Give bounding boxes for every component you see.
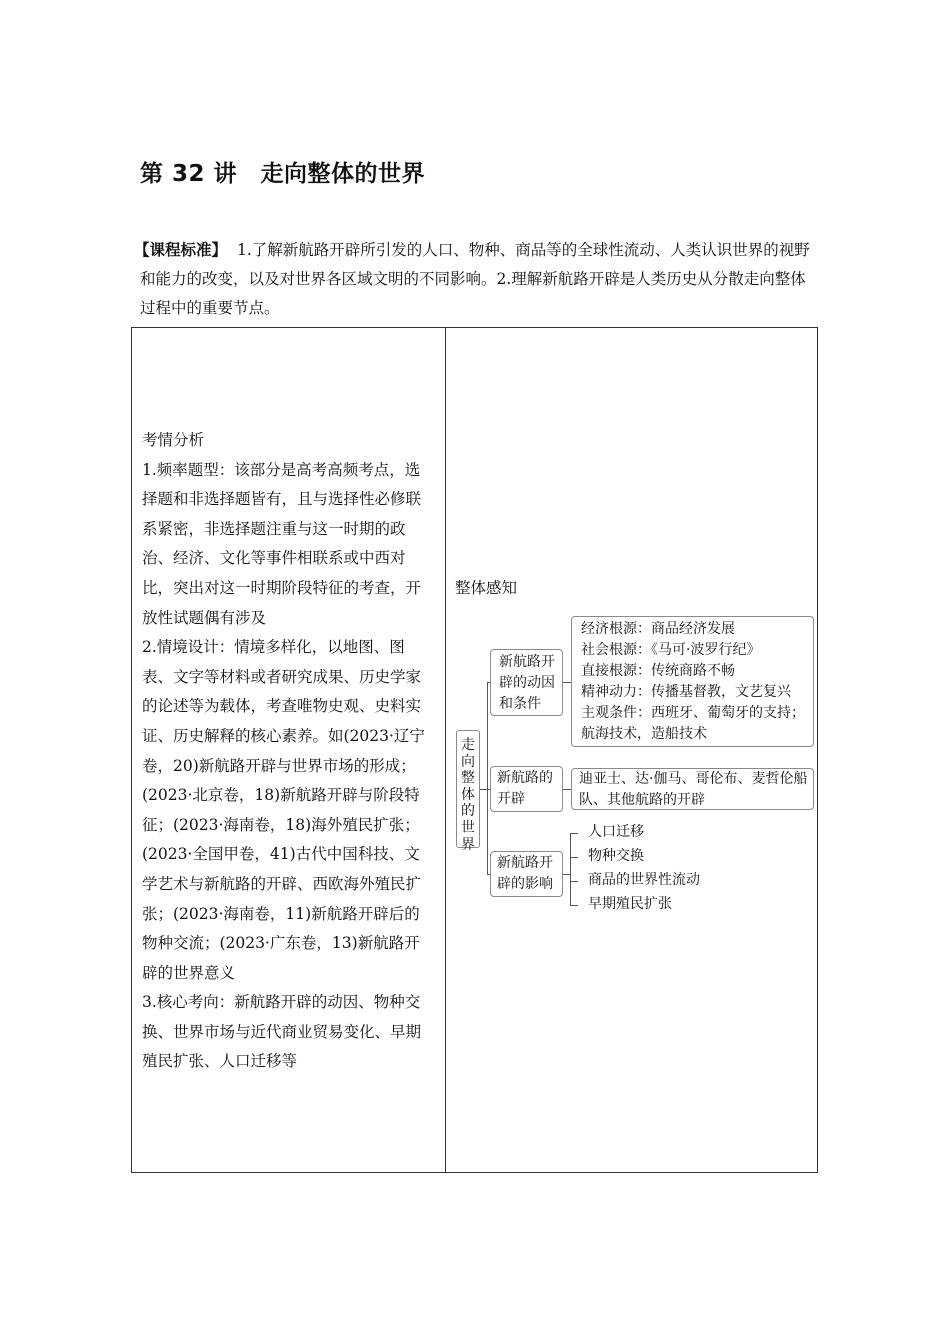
root-char: 向 [461, 753, 475, 770]
connector-line [563, 682, 571, 683]
causes-item: 社会根源：《马可·波罗行纪》 [581, 642, 761, 658]
connector-line [487, 682, 488, 875]
analysis-core-direction: 3.核心考向：新航路开辟的动因、物种交换、世界市场与近代商业贸易变化、早期殖民扩张、人口迁移等 [142, 993, 422, 1071]
impact-item: 物种交换 [588, 848, 644, 864]
curriculum-standard [134, 236, 815, 323]
root-char: 界 [461, 836, 475, 853]
root-char: 走 [461, 737, 475, 753]
root-char: 整 [461, 770, 475, 787]
curriculum-standard-label: 【课程标准】 [134, 241, 228, 259]
causes-detail [571, 616, 814, 747]
root-char: 的 [461, 803, 475, 820]
column-divider [445, 328, 446, 1172]
branch-causes-label: 新航路开辟的动因和条件 [499, 654, 555, 712]
content-table [131, 327, 818, 1173]
branch-causes [490, 649, 563, 716]
connector-line [570, 881, 578, 882]
analysis-context: 2.情境设计：情境多样化，以地图、图表、文字等材料或者研究成果、历史学家的论述等为载体，考查唯物史观、史料实证、历史解释的核心素养。如(2023·辽宁卷，20)新航路开辟与世界市场的形成；(2023·北京卷，18)新航路开辟与阶段特征；(2023·海南卷，18)海外殖民扩张；(2023·全国甲卷，41)古代中国科技、文学艺术与新航路的开辟、西欧海外殖民扩张；(2023·海南卷，11)新航路开辟后的物种交流；(2023·广东卷，13)新航路开辟的世界意义 [142, 638, 425, 982]
connector-line [570, 857, 578, 858]
curriculum-standard-text: 1.了解新航路开辟所引发的人口、物种、商品等的全球性流动、人类认识世界的视野和能力的改变，以及对世界各区域文明的不同影响。2.理解新航路开辟是人类历史从分散走向整体过程中的重要节点。 [140, 241, 810, 317]
exam-analysis-heading: 考情分析 [142, 431, 205, 449]
causes-item: 精神动力：传播基督教，文艺复兴 [581, 684, 791, 700]
causes-item: 航海技术，造船技术 [581, 726, 707, 742]
impact-item: 人口迁移 [588, 824, 644, 840]
overview-heading: 整体感知 [455, 579, 518, 597]
branch-opening-label: 新航路的开辟 [497, 770, 553, 807]
connector-line [480, 789, 487, 790]
impact-item: 商品的世界性流动 [588, 872, 700, 888]
connector-line [563, 874, 570, 875]
causes-item: 经济根源：商品经济发展 [581, 621, 735, 637]
analysis-frequency: 1.频率题型：该部分是高考高频考点，选择题和非选择题皆有，且与选择性必修联系紧密，非选择题注重与这一时期的政治、经济、文化等事件相联系或中西对比，突出对这一时期阶段特征的考查，开放性试题偶有涉及 [142, 460, 422, 627]
impact-item: 早期殖民扩张 [588, 896, 672, 912]
branch-impact [490, 851, 563, 897]
root-char: 世 [461, 819, 475, 836]
branch-impact-label: 新航路开辟的影响 [497, 855, 553, 892]
root-char: 体 [461, 786, 475, 803]
connector-line [570, 833, 571, 905]
mindmap-root [456, 730, 480, 853]
connector-line [570, 905, 578, 906]
opening-detail [571, 768, 814, 810]
opening-detail-text: 迪亚士、达·伽马、哥伦布、麦哲伦船队、其他航路的开辟 [579, 771, 808, 808]
connector-line [563, 789, 571, 790]
page-title: 第 32 讲 走向整体的世界 [140, 161, 426, 187]
causes-item: 主观条件：西班牙、葡萄牙的支持； [581, 705, 805, 721]
branch-opening [490, 766, 563, 812]
connector-line [570, 833, 578, 834]
exam-analysis [142, 426, 432, 1077]
causes-item: 直接根源：传统商路不畅 [581, 663, 735, 679]
